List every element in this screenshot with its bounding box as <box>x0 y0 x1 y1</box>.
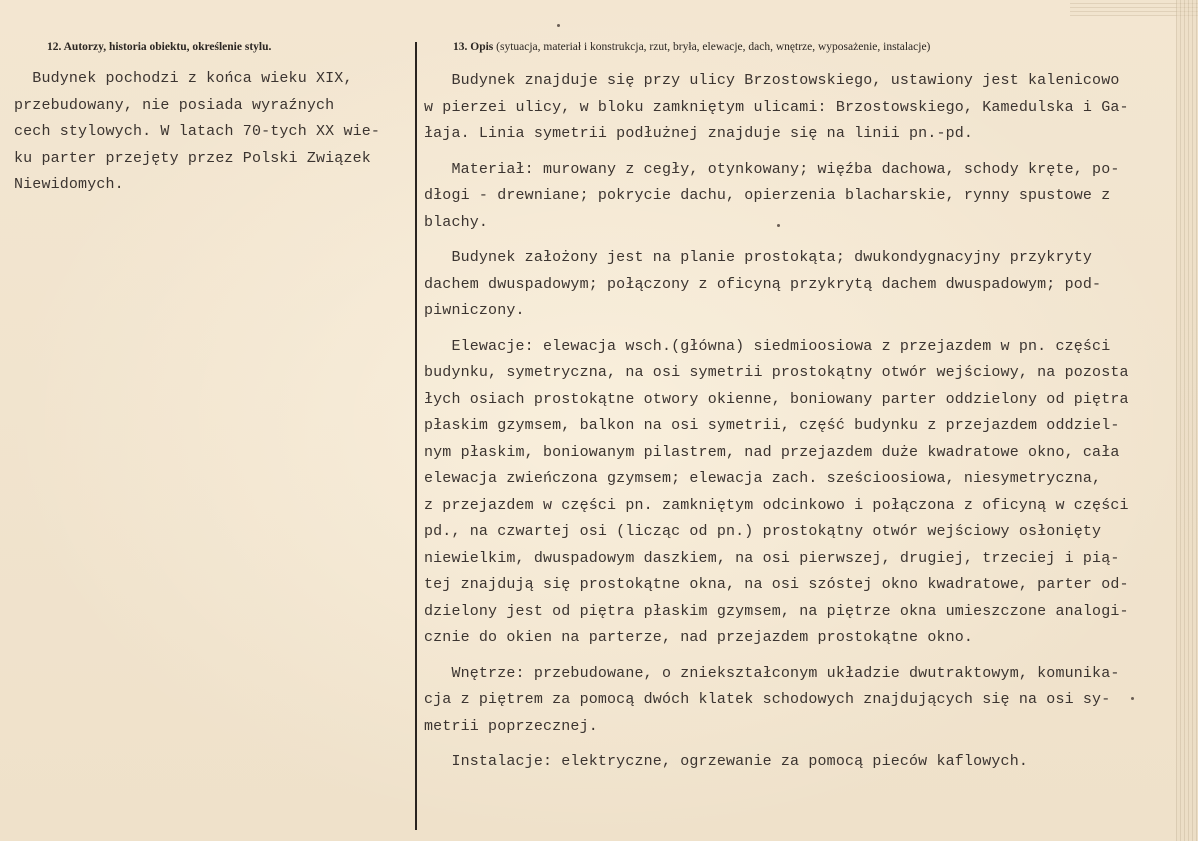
text-line: dłogi - drewniane; pokrycie dachu, opierzenia blacharskie, rynny spustowe z <box>424 187 1111 204</box>
text-line: nym płaskim, boniowanym pilastrem, nad przejazdem duże kwadratowe okno, cała <box>424 443 1120 461</box>
text-line: z przejazdem w części pn. zamkniętym odcinkowo i połączona z oficyną w części <box>424 496 1129 514</box>
paragraph-elevations <box>424 334 1129 652</box>
text-line: tej znajdują się prostokątne okna, na osi szóstej okno kwadratowe, parter od- <box>424 576 1129 593</box>
text-line: cznie do okien na parterze, nad przejazdem prostokątne okno. <box>424 629 974 646</box>
section-12-body <box>14 66 380 199</box>
text-line: Niewidomych. <box>14 176 124 193</box>
section-13-header-rest: (sytuacja, materiał i konstrukcja, rzut, bryła, elewacje, dach, wnętrze, wyposażenie, instalacje) <box>493 41 931 53</box>
section-12-header: 12. Autorzy, historia obiektu, określenie stylu. <box>47 41 272 53</box>
text-line: przebudowany, nie posiada wyraźnych <box>14 96 335 114</box>
column-divider <box>415 42 417 830</box>
text-line: łych osiach prostokątne otwory okienne, boniowany parter oddzielony od piętra <box>424 390 1129 408</box>
paper-speck <box>557 24 560 27</box>
text-line: dachem dwuspadowym; połączony z oficyną przykrytą dachem dwuspadowym; pod- <box>424 275 1102 293</box>
text-line: w pierzei ulicy, w bloku zamkniętym ulicami: Brzostowskiego, Kamedulska i Ga- <box>424 98 1129 116</box>
text-line: cech stylowych. W latach 70-tych XX wie- <box>14 123 381 140</box>
text-line: Wnętrze: przebudowane, o zniekształconym układzie dwutraktowym, komunika- <box>424 664 1120 682</box>
paragraph-interior <box>424 661 1129 741</box>
text-line: Budynek pochodzi z końca wieku XIX, <box>14 70 353 87</box>
text-line: cja z piętrem za pomocą dwóch klatek schodowych znajdujących się na osi sy- <box>424 691 1111 708</box>
paper-speck <box>777 224 780 227</box>
section-13-header-lead: 13. Opis <box>453 41 494 53</box>
text-line: budynku, symetryczna, na osi symetrii prostokątny otwór wejściowy, na pozosta <box>424 364 1129 381</box>
paper-edge-right <box>1176 0 1198 841</box>
paragraph-plan <box>424 245 1129 325</box>
paragraph-location <box>424 68 1129 148</box>
paper-speck <box>1131 697 1134 700</box>
text-line: Instalacje: elektryczne, ogrzewanie za pomocą pieców kaflowych. <box>424 753 1028 770</box>
text-line: blachy. <box>424 213 489 231</box>
text-line: ku parter przejęty przez Polski Związek <box>14 149 371 167</box>
text-line: dzielony jest od piętra płaskim gzymsem, na piętrze okna umieszczone analogi- <box>424 602 1129 620</box>
text-line: metrii poprzecznej. <box>424 717 598 735</box>
text-line: elewacja zwieńczona gzymsem; elewacja zach. sześcioosiowa, niesymetryczna, <box>424 470 1102 487</box>
section-13-body <box>424 68 1129 776</box>
text-line: pd., na czwartej osi (licząc od pn.) prostokątny otwór wejściowy osłonięty <box>424 523 1102 540</box>
text-line: łaja. Linia symetrii podłużnej znajduje się na linii pn.-pd. <box>424 125 974 142</box>
text-line: niewielkim, dwuspadowym daszkiem, na osi pierwszej, drugiej, trzeciej i pią- <box>424 549 1120 567</box>
section-13-header <box>453 41 930 53</box>
text-line: Budynek założony jest na planie prostokąta; dwukondygnacyjny przykryty <box>424 249 1093 266</box>
text-line: piwniczony. <box>424 302 525 319</box>
paragraph-installations <box>424 749 1129 776</box>
text-line: Elewacje: elewacja wsch.(główna) siedmioosiowa z przejazdem w pn. części <box>424 337 1111 355</box>
text-line: Materiał: murowany z cegły, otynkowany; więźba dachowa, schody kręte, po- <box>424 160 1120 178</box>
text-line: płaskim gzymsem, balkon na osi symetrii, część budynku z przejazdem oddziel- <box>424 417 1120 434</box>
text-line: Budynek znajduje się przy ulicy Brzostowskiego, ustawiony jest kalenicowo <box>424 72 1120 89</box>
